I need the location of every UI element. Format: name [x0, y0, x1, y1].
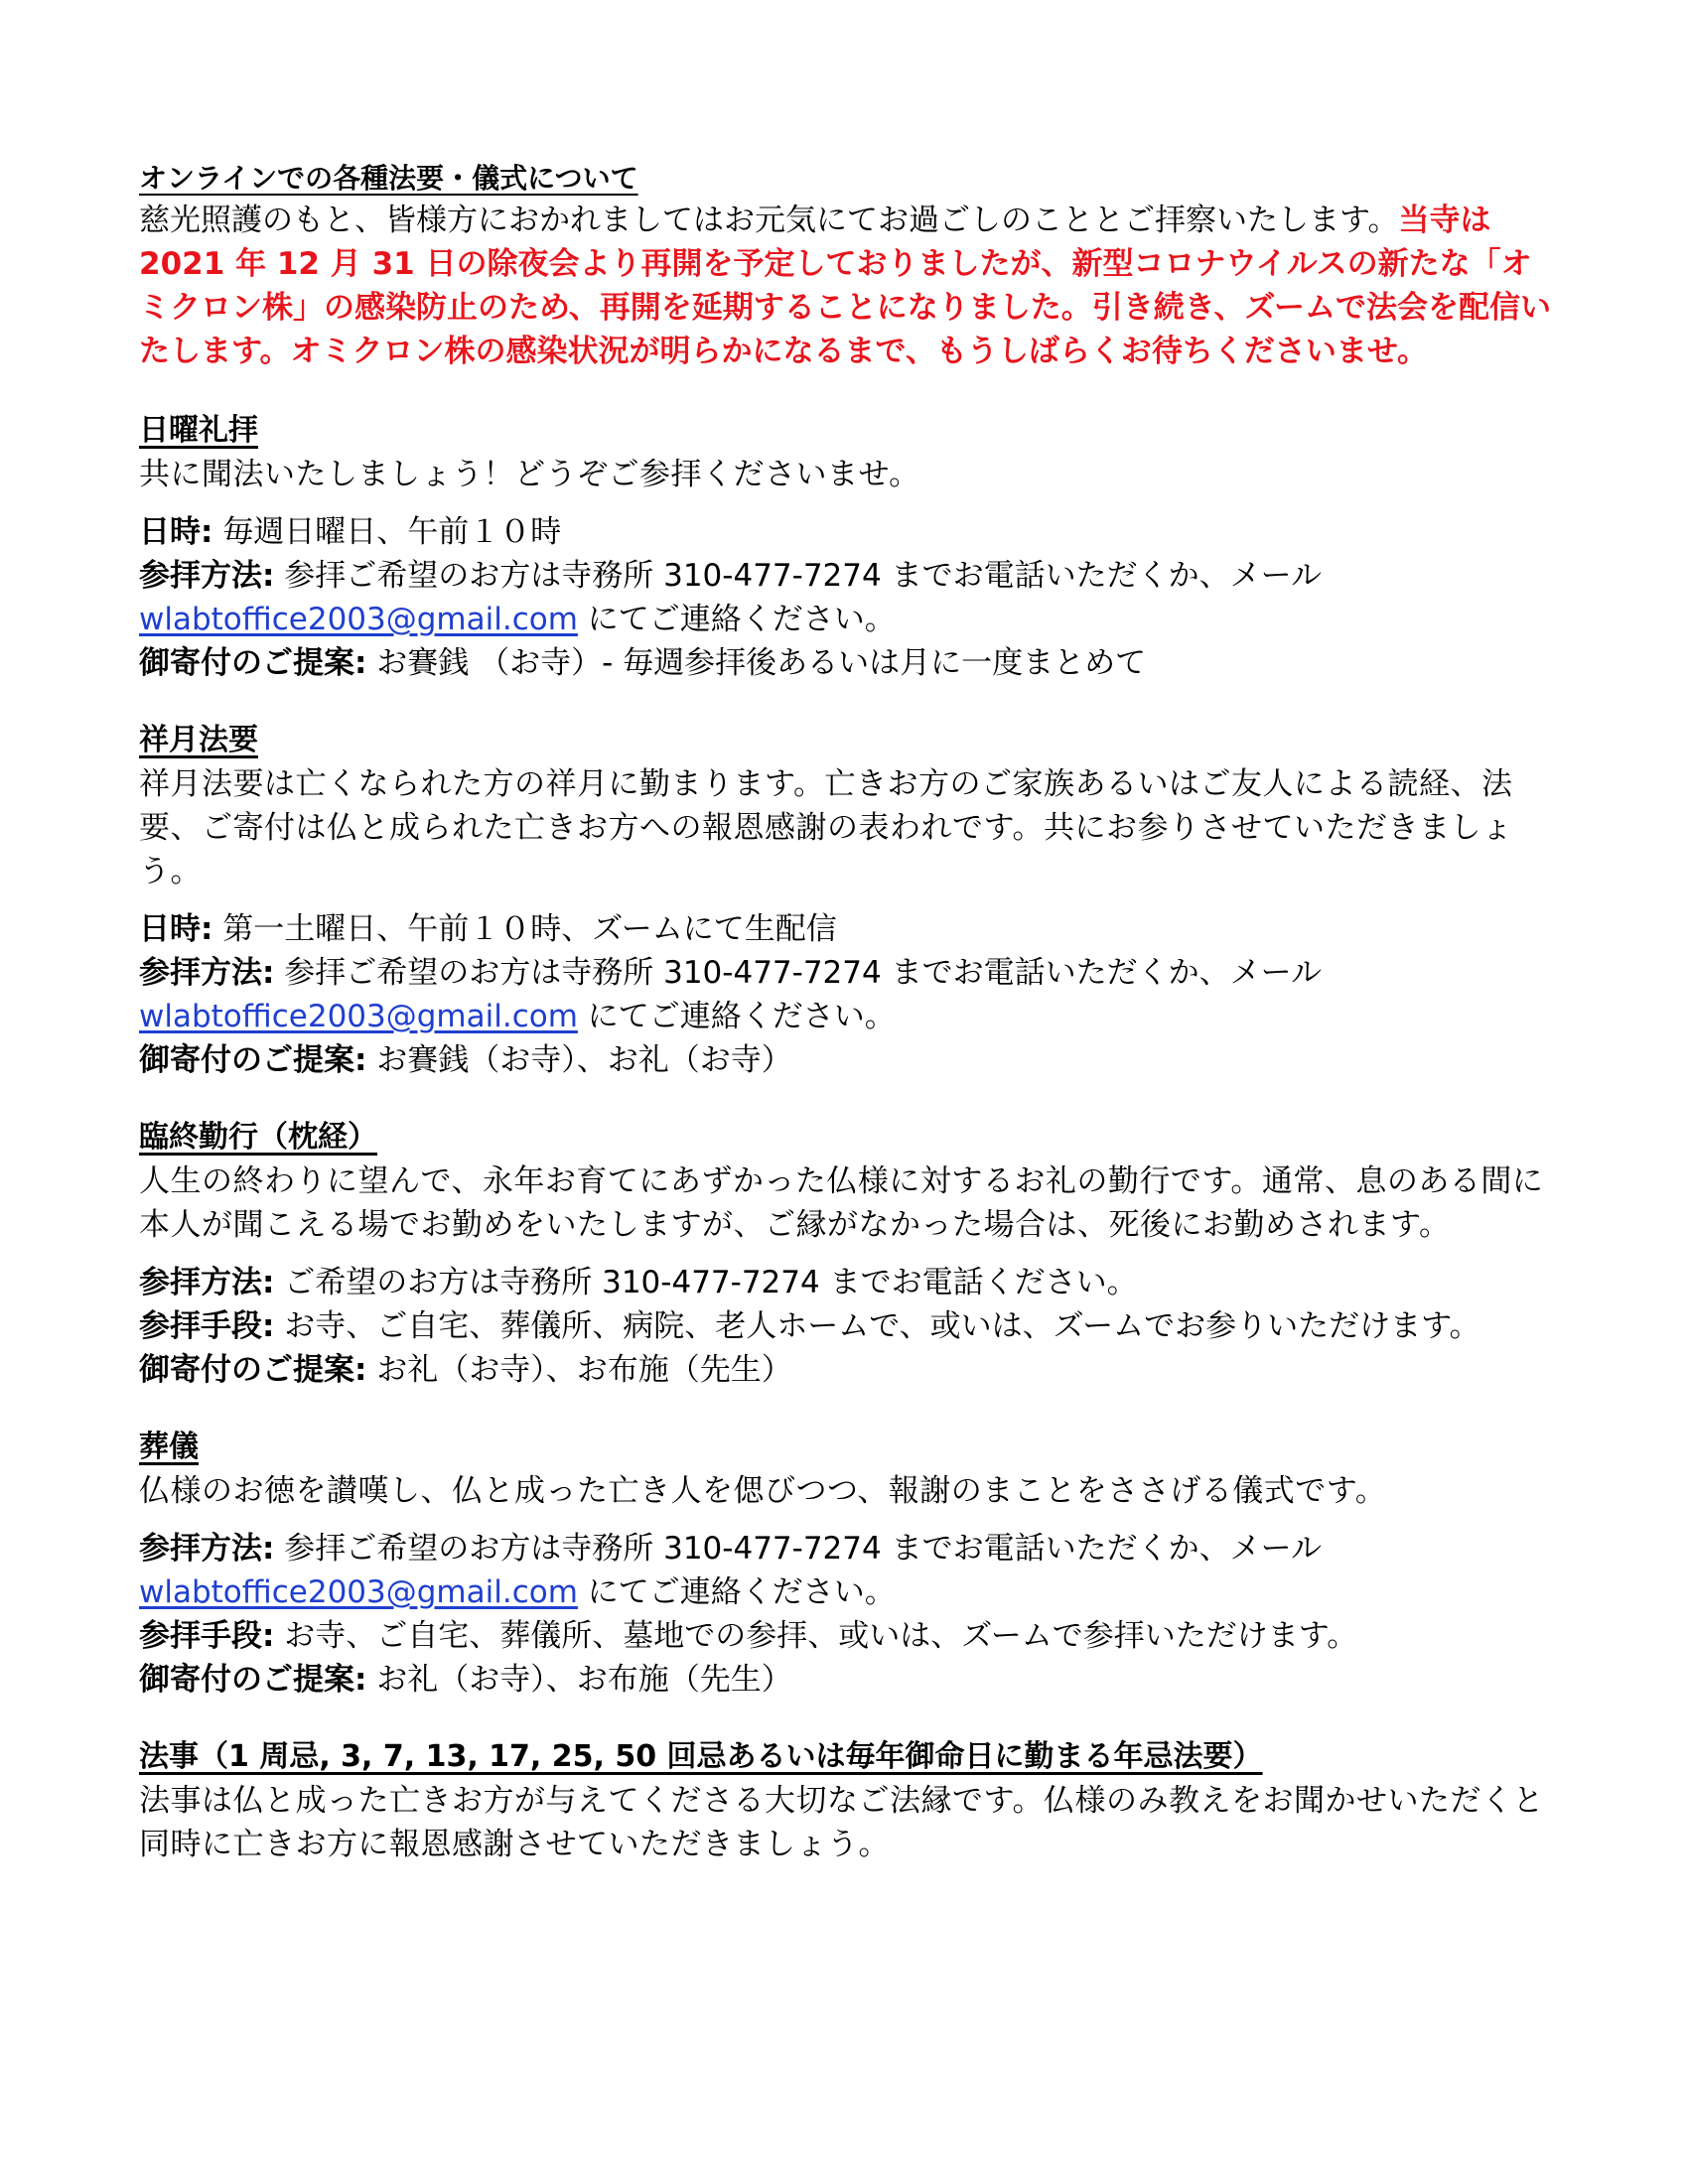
- method-label: 参拝方法:: [139, 1265, 275, 1300]
- donation-label: 御寄付のご提案:: [139, 645, 367, 681]
- intro-title: オンラインでの各種法要・儀式について: [139, 162, 638, 195]
- method-label: 参拝方法:: [139, 1531, 275, 1567]
- email-link[interactable]: wlabtoffice2003@gmail.com: [139, 602, 578, 637]
- sunday-datetime: 毎週日曜日、午前１０時: [212, 514, 562, 550]
- shotsuki-method-row: [139, 951, 1559, 1038]
- shotsuki-title: 祥月法要: [139, 723, 258, 757]
- shotsuki-datetime-row: [139, 907, 1559, 951]
- rinju-donation: お礼（お寺）、お布施（先生）: [366, 1352, 792, 1388]
- sougi-means-row: [139, 1614, 1559, 1658]
- shotsuki-datetime: 第一土曜日、午前１０時、ズームにて生配信: [212, 911, 837, 947]
- sunday-method: 参拝ご希望のお方は寺務所 310-477-7274 までお電話いただくか、メール: [274, 558, 1322, 594]
- sougi-title: 葬儀: [139, 1430, 199, 1464]
- shotsuki-section: [139, 719, 1559, 1082]
- shotsuki-donation: お賽銭（お寺）、お礼（お寺）: [366, 1042, 792, 1078]
- email-link[interactable]: wlabtoffice2003@gmail.com: [139, 999, 578, 1034]
- sunday-service-section: [139, 409, 1559, 685]
- houji-title: 法事（1 周忌, 3, 7, 13, 17, 25, 50 回忌あるいは毎年御命日に勤まる年忌法要）: [139, 1739, 1263, 1774]
- means-label: 参拝手段:: [139, 1308, 275, 1344]
- rinju-section: [139, 1116, 1559, 1392]
- means-label: 参拝手段:: [139, 1618, 275, 1654]
- method-label: 参拝方法:: [139, 955, 275, 991]
- datetime-label: 日時:: [139, 514, 213, 550]
- donation-label: 御寄付のご提案:: [139, 1042, 367, 1078]
- sunday-method-post: にてご連絡ください。: [577, 602, 896, 637]
- sunday-donation: お賽銭 （お寺）‐ 毎週参拝後あるいは月に一度まとめて: [366, 645, 1147, 681]
- sougi-desc: 仏様のお徳を讃嘆し、仏と成った亡き人を偲びつつ、報謝のまことをささげる儀式です。: [139, 1473, 1387, 1509]
- shotsuki-desc: 祥月法要は亡くなられた方の祥月に勤まります。亡きお方のご家族あるいはご友人による読経、法要、ご寄付は仏と成られた亡きお方への報恩感謝の表われです。共にお参りさせていただきましょう。: [139, 766, 1513, 889]
- sougi-method: 参拝ご希望のお方は寺務所 310-477-7274 までお電話いただくか、メール: [274, 1531, 1322, 1567]
- intro-paragraph: [139, 199, 1559, 373]
- shotsuki-donation-row: [139, 1038, 1559, 1082]
- shotsuki-method-post: にてご連絡ください。: [577, 999, 896, 1034]
- rinju-method-row: [139, 1261, 1559, 1304]
- sunday-donation-row: [139, 641, 1559, 685]
- rinju-method: ご希望のお方は寺務所 310-477-7274 までお電話ください。: [274, 1265, 1138, 1300]
- intro-section: [139, 159, 1559, 373]
- sunday-service-desc: 共に聞法いたしましょう！どうぞご参拝くださいませ。: [139, 457, 920, 492]
- shotsuki-method: 参拝ご希望のお方は寺務所 310-477-7274 までお電話いただくか、メール: [274, 955, 1322, 991]
- sougi-section: [139, 1426, 1559, 1702]
- intro-text: 慈光照護のもと、皆様方におかれましてはお元気にてお過ごしのこととご拝察いたします。: [139, 203, 1399, 238]
- method-label: 参拝方法:: [139, 558, 275, 594]
- donation-label: 御寄付のご提案:: [139, 1662, 367, 1698]
- rinju-means: お寺、ご自宅、葬儀所、病院、老人ホームで、或いは、ズームでお参りいただけます。: [274, 1308, 1480, 1344]
- houji-desc: 法事は仏と成った亡きお方が与えてくださる大切なご法縁です。仏様のみ教えをお聞かせいただくと同時に亡きお方に報恩感謝させていただきましょう。: [139, 1783, 1545, 1862]
- email-link[interactable]: wlabtoffice2003@gmail.com: [139, 1574, 578, 1610]
- intro-notice: 当寺は 2021 年 12 月 31 日の除夜会より再開を予定しておりましたが、新型コロナウイルスの新たな「オミクロン株」の感染防止のため、再開を延期することになりました。引き続き、ズームで法会を配信いたします。オミクロン株の感染状況が明らかになるまで、もうしばらくお待ちくださいませ。: [139, 203, 1551, 369]
- sunday-service-title: 日曜礼拝: [139, 413, 258, 448]
- sougi-means: お寺、ご自宅、葬儀所、墓地での参拝、或いは、ズームで参拝いただけます。: [274, 1618, 1358, 1654]
- houji-section: [139, 1735, 1559, 1866]
- sougi-method-row: [139, 1527, 1559, 1614]
- rinju-title: 臨終勤行（枕経）: [139, 1120, 377, 1155]
- sunday-datetime-row: [139, 510, 1559, 554]
- sougi-donation: お礼（お寺）、お布施（先生）: [366, 1662, 792, 1698]
- rinju-donation-row: [139, 1348, 1559, 1392]
- sougi-donation-row: [139, 1658, 1559, 1702]
- rinju-means-row: [139, 1304, 1559, 1348]
- donation-label: 御寄付のご提案:: [139, 1352, 367, 1388]
- sunday-method-row: [139, 554, 1559, 641]
- datetime-label: 日時:: [139, 911, 213, 947]
- rinju-desc: 人生の終わりに望んで、永年お育てにあずかった仏様に対するお礼の勤行です。通常、息のある間に本人が聞こえる場でお勤めをいたしますが、ご縁がなかった場合は、死後にお勤めされます。: [139, 1163, 1544, 1243]
- sougi-method-post: にてご連絡ください。: [577, 1574, 896, 1610]
- document-content: [139, 159, 1559, 1866]
